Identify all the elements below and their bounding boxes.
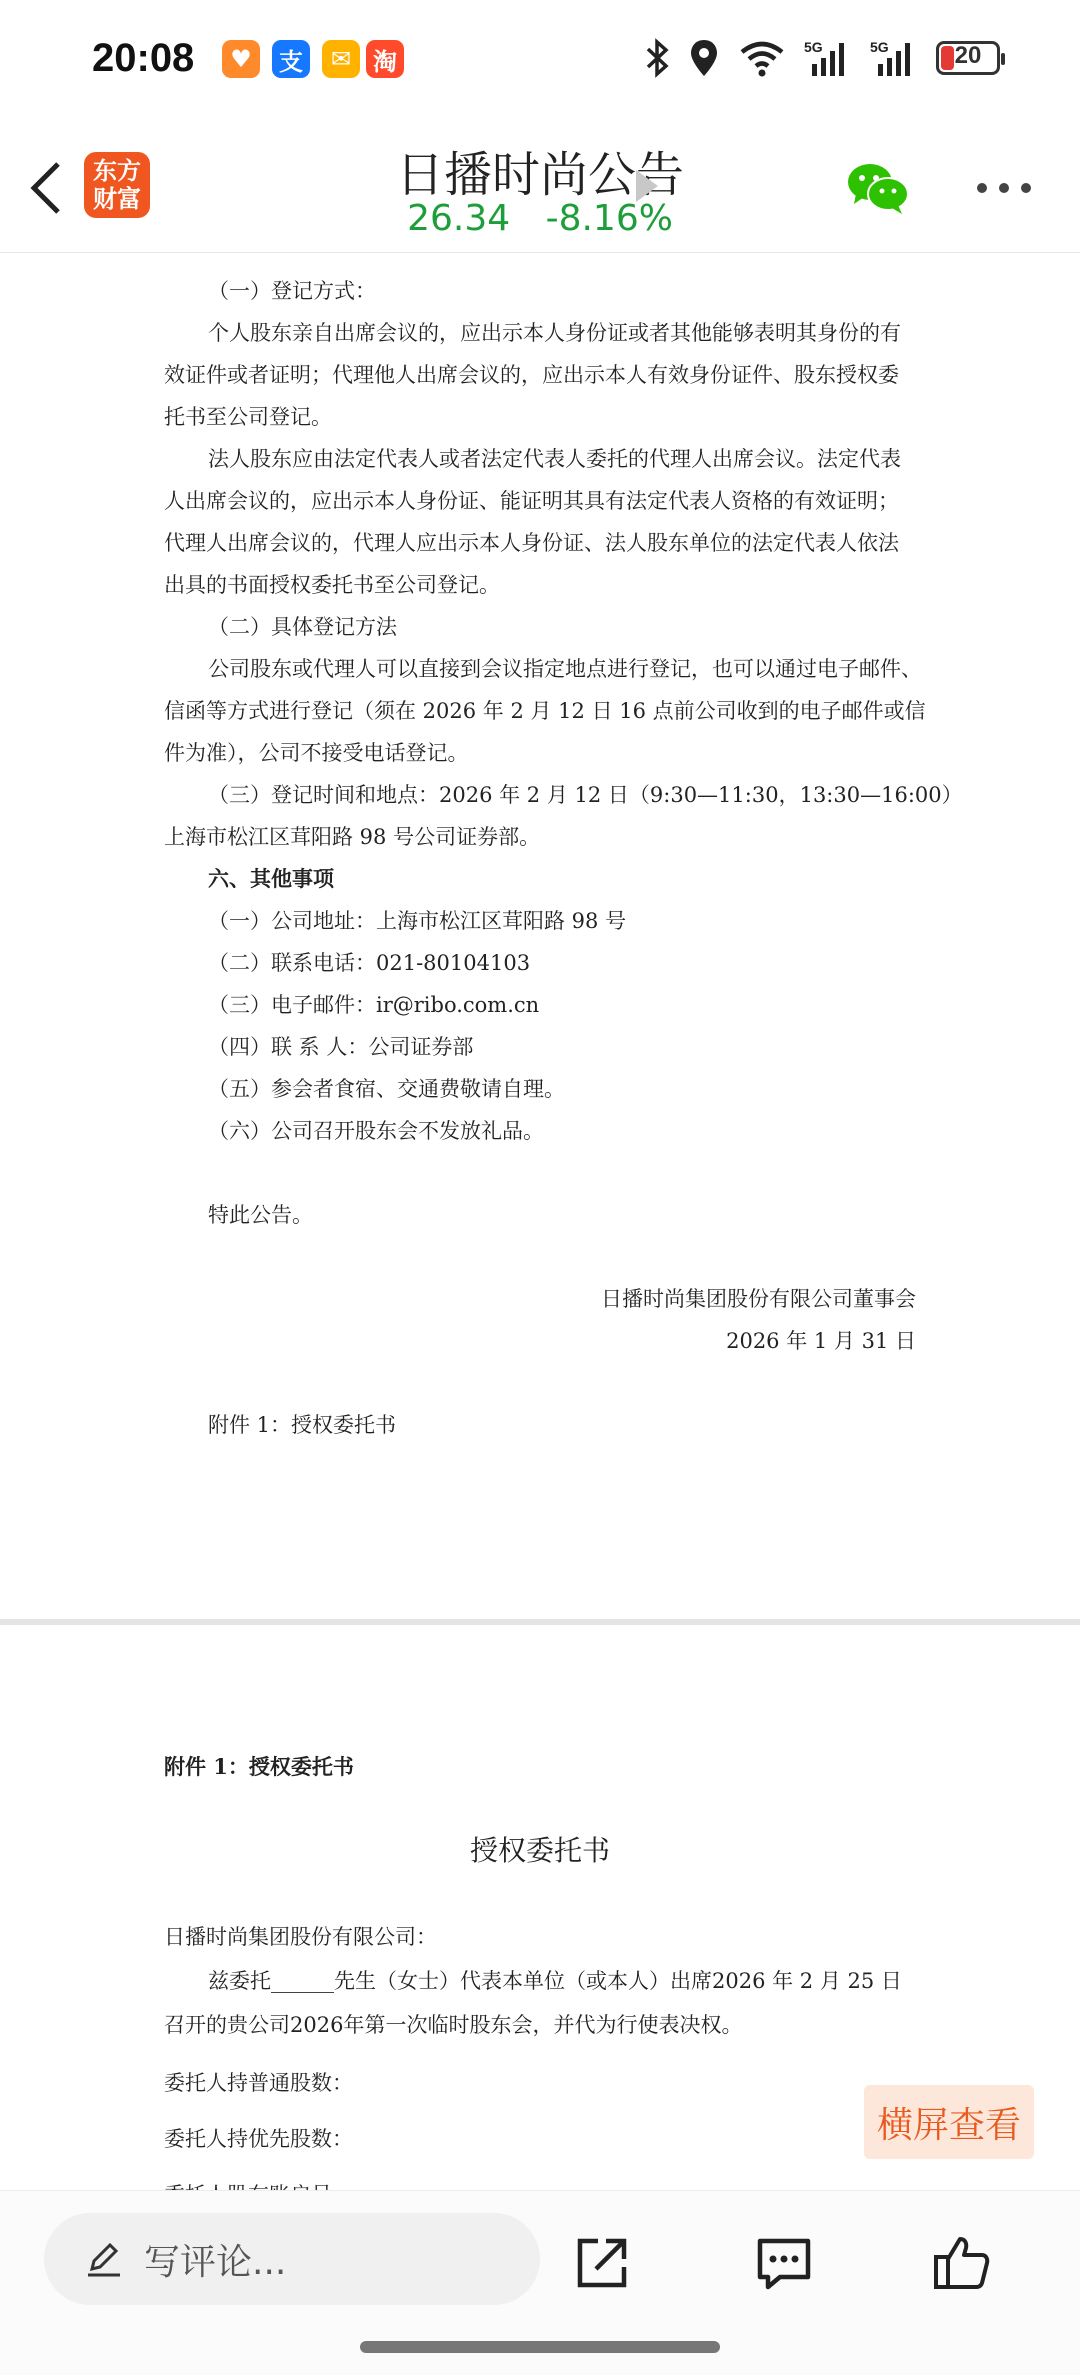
doc-line: （三）登记时间和地点：2026 年 2 月 12 日（9:30—11:30，13:30—16:00）	[208, 783, 963, 807]
page-title: 日播时尚公告	[395, 147, 684, 203]
comment-input[interactable]	[44, 2213, 540, 2305]
comment-icon[interactable]	[754, 2233, 814, 2293]
wifi-icon	[738, 38, 786, 78]
location-icon	[688, 38, 720, 78]
stock-quote[interactable]	[0, 198, 1080, 239]
section-heading: 六、其他事项	[208, 866, 334, 891]
doc-line: 个人股东亲自出席会议的，应出示本人身份证或者其他能够表明其身份的有	[208, 321, 901, 345]
doc-line: 效证件或者证明；代理他人出席会议的，应出示本人有效身份证件、股东授权委	[164, 363, 899, 387]
doc-line: 委托人持优先股数：	[164, 2127, 353, 2151]
signature-company: 日播时尚集团股份有限公司董事会	[601, 1287, 916, 1311]
comment-placeholder: 写评论...	[144, 2241, 287, 2283]
doc-line: （一）登记方式：	[208, 279, 376, 303]
doc-line: 法人股东应由法定代表人或者法定代表人委托的代理人出席会议。法定代表	[208, 447, 901, 471]
stock-change: -8.16%	[545, 198, 673, 239]
svg-text:5G: 5G	[804, 39, 823, 55]
battery-icon	[936, 41, 1000, 75]
signature-date: 2026 年 1 月 31 日	[726, 1329, 916, 1353]
doc-line: （一）公司地址：上海市松江区茸阳路 98 号	[208, 909, 627, 933]
taobao-icon: 淘	[366, 40, 404, 78]
attachment-label: 附件 1：授权委托书	[164, 1754, 354, 1779]
like-icon[interactable]	[932, 2233, 992, 2293]
play-arrow-icon[interactable]	[636, 170, 658, 202]
share-icon[interactable]	[572, 2233, 632, 2293]
wechat-share-icon[interactable]	[846, 160, 910, 216]
doc-line: 出具的书面授权委托书至公司登记。	[164, 573, 500, 597]
status-time: 20:08	[92, 36, 195, 80]
pencil-icon	[84, 2239, 124, 2279]
doc-line: （三）电子邮件：ir@ribo.com.cn	[208, 993, 540, 1017]
doc-line: （二）联系电话：021-80104103	[208, 951, 531, 975]
doc-line: 信函等方式进行登记（须在 2026 年 2 月 12 日 16 点前公司收到的电子邮件或信	[164, 699, 926, 723]
doc-line: 人出席会议的，应出示本人身份证、能证明其具有法定代表人资格的有效证明；	[164, 489, 899, 513]
announcement-document[interactable]	[0, 253, 1080, 2193]
heart-app-icon: ♥	[222, 40, 260, 78]
signal-5g-icon	[804, 38, 852, 78]
logo-text-line2: 财富	[93, 185, 141, 213]
doc-line: 特此公告。	[208, 1203, 313, 1227]
doc-line: 公司股东或代理人可以直接到会议指定地点进行登记，也可以通过电子邮件、	[208, 657, 922, 681]
signal-5g-icon-2	[870, 38, 918, 78]
system-icons	[644, 38, 1000, 78]
svg-text:5G: 5G	[870, 39, 889, 55]
doc-line: 日播时尚集团股份有限公司：	[164, 1925, 437, 1949]
doc-line: 委托人持普通股数：	[164, 2071, 353, 2095]
doc-line: 兹委托______先生（女士）代表本单位（或本人）出席2026 年 2 月 25 日	[208, 1969, 902, 1993]
doc-line: 上海市松江区茸阳路 98 号公司证券部。	[164, 825, 541, 849]
doc-line: （五）参会者食宿、交通费敬请自理。	[208, 1077, 565, 1101]
page-separator	[0, 1619, 1080, 1625]
landscape-view-button[interactable]: 横屏查看	[864, 2085, 1034, 2159]
doc-line: （二）具体登记方法	[208, 615, 397, 639]
attachment-note: 附件 1：授权委托书	[208, 1413, 397, 1437]
bluetooth-icon	[644, 38, 670, 78]
alipay-icon: 支	[272, 40, 310, 78]
doc-line: （四）联 系 人：公司证券部	[208, 1035, 474, 1059]
stock-price: 26.34	[407, 198, 511, 239]
bottom-action-bar	[0, 2190, 1080, 2375]
header	[0, 120, 1080, 253]
logo-text-line1: 东方	[93, 157, 141, 185]
doc-line: 托书至公司登记。	[164, 405, 332, 429]
home-indicator[interactable]	[360, 2341, 720, 2353]
battery-level: 20	[954, 42, 982, 69]
proxy-form-title: 授权委托书	[469, 1834, 610, 1867]
doc-line: （六）公司召开股东会不发放礼品。	[208, 1119, 544, 1143]
mail-app-icon: ✉	[322, 40, 360, 78]
doc-line: 召开的贵公司2026年第一次临时股东会，并代为行使表决权。	[164, 2013, 743, 2037]
doc-line: 代理人出席会议的，代理人应出示本人身份证、法人股东单位的法定代表人依法	[164, 531, 899, 555]
status-bar	[0, 0, 1080, 120]
doc-line: 件为准），公司不接受电话登记。	[164, 741, 469, 765]
more-icon[interactable]	[974, 178, 1034, 198]
